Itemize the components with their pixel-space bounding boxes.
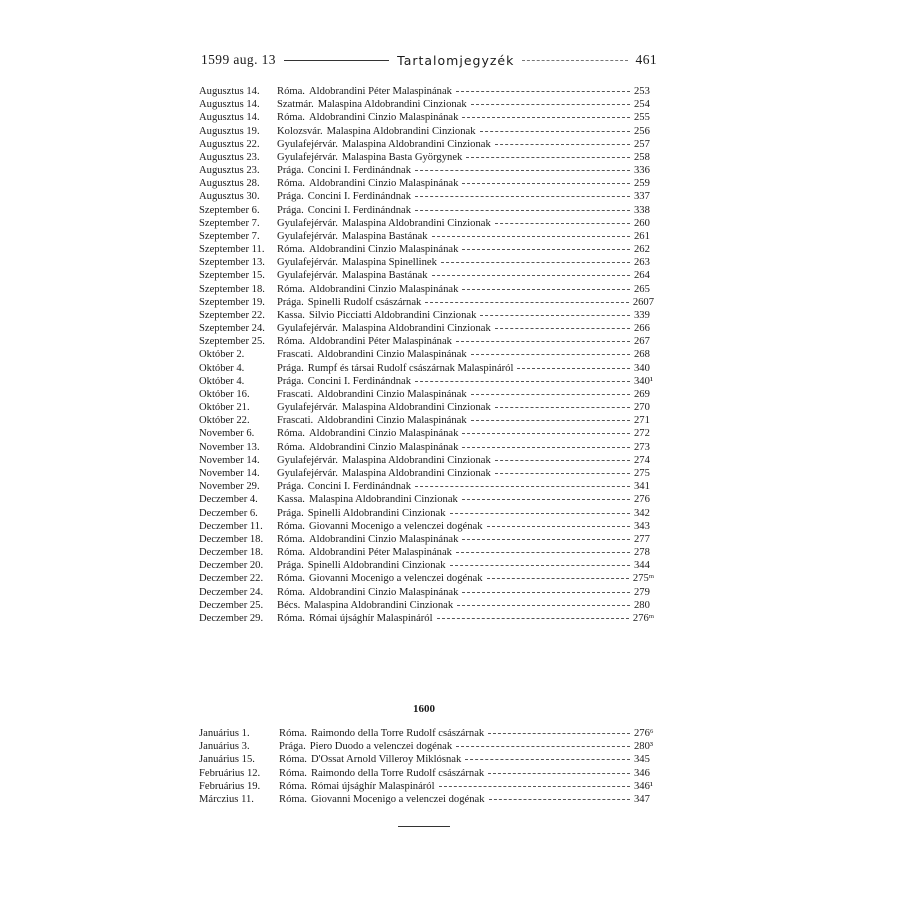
entry-text: Malaspina Bastának — [341, 230, 428, 242]
entry-text: Malaspina Aldobrandini Cinzionak — [308, 494, 458, 506]
toc-entry — [199, 322, 654, 335]
entry-page-number: 275 — [634, 467, 650, 479]
entry-date: November 13. — [199, 441, 260, 453]
entry-place: Prága. — [277, 191, 304, 203]
toc-entry — [199, 533, 654, 546]
entry-place: Prága. — [277, 362, 304, 374]
dotted-leader — [495, 144, 630, 145]
toc-entry — [199, 753, 654, 766]
entry-date: Szeptember 22. — [199, 309, 265, 321]
entry-date: Október 21. — [199, 402, 250, 414]
dotted-leader — [489, 799, 630, 800]
dotted-leader — [456, 91, 630, 92]
entry-page-number: 336 — [634, 165, 650, 177]
dotted-leader — [462, 592, 630, 593]
entry-page-number: 340 — [634, 362, 650, 374]
entry-page-number: 343 — [634, 520, 650, 532]
entry-text: Római újsághír Malaspináról — [310, 780, 435, 792]
entry-place: Róma. — [277, 586, 305, 598]
running-head-title: Tartalomjegyzék — [397, 52, 515, 68]
entry-page-number: 276⁶ — [634, 728, 654, 739]
entry-place: Róma. — [277, 520, 305, 532]
toc-entry — [199, 599, 654, 612]
toc-entry — [199, 98, 654, 111]
entry-place: Gyulafejérvár. — [277, 138, 338, 150]
dotted-leader — [488, 773, 630, 774]
entry-date: Szeptember 19. — [199, 296, 265, 308]
entry-date: Augusztus 14. — [199, 112, 260, 124]
entry-place: Bécs. — [277, 599, 301, 611]
dotted-leader — [457, 605, 630, 606]
entry-place: Róma. — [277, 428, 305, 440]
dotted-leader — [471, 354, 630, 355]
entry-text: Aldobrandini Cinzio Malaspinának — [308, 428, 459, 440]
entry-place: Gyulafejérvár. — [277, 230, 338, 242]
running-head — [201, 50, 657, 70]
end-rule — [398, 826, 450, 827]
entry-date: Deczember 11. — [199, 520, 263, 532]
entry-text: Aldobrandini Cinzio Malaspinának — [308, 533, 459, 545]
entry-page-number: 253 — [634, 86, 650, 97]
entry-text: Concini I. Ferdinándnak — [307, 204, 412, 216]
entry-place: Szatmár. — [277, 99, 314, 111]
dotted-leader — [462, 117, 630, 118]
entry-page-number: 337 — [634, 191, 650, 203]
entry-date: Deczember 6. — [199, 507, 258, 519]
running-head-date: 1599 aug. 13 — [201, 52, 276, 67]
year-heading: 1600 — [413, 703, 435, 715]
toc-entry — [199, 520, 654, 533]
dotted-leader — [495, 407, 630, 408]
toc-entry — [199, 727, 654, 740]
entry-date: Deczember 4. — [199, 494, 258, 506]
entry-place: Róma. — [277, 336, 305, 348]
dotted-leader — [415, 486, 630, 487]
entry-place: Prága. — [277, 204, 304, 216]
toc-entry — [199, 111, 654, 124]
entry-page-number: 260 — [634, 217, 650, 229]
dotted-leader — [439, 786, 630, 787]
entry-page-number: 345 — [634, 754, 650, 766]
entry-text: D'Ossat Arnold Villeroy Miklósnak — [310, 754, 462, 766]
entry-place: Róma. — [279, 728, 307, 739]
entry-place: Róma. — [277, 283, 305, 295]
entry-page-number: 2607 — [632, 296, 654, 308]
toc-entry — [199, 362, 654, 375]
dotted-leader — [437, 618, 629, 619]
entry-page-number: 346 — [634, 767, 650, 779]
dotted-leader — [462, 249, 630, 250]
toc-entry — [199, 480, 654, 493]
toc-entry — [199, 740, 654, 753]
entry-text: Aldobrandini Cinzio Malaspinának — [317, 415, 467, 427]
entry-text: Malaspina Aldobrandini Cinzionak — [326, 125, 476, 137]
dotted-leader — [465, 759, 630, 760]
toc-entry — [199, 348, 654, 361]
entry-date: Augusztus 22. — [199, 138, 260, 150]
entry-date: November 29. — [199, 481, 260, 493]
entry-page-number: 280³ — [634, 741, 654, 753]
entry-text: Malaspina Aldobrandini Cinzionak — [341, 323, 491, 335]
entry-page-number: 265 — [634, 283, 650, 295]
toc-entry — [199, 256, 654, 269]
entry-place: Róma. — [277, 112, 305, 124]
entry-place: Prága. — [277, 507, 304, 519]
entry-text: Római újsághír Malaspináról — [308, 612, 433, 624]
dotted-leader — [415, 170, 630, 171]
entry-place: Kolozsvár. — [277, 125, 323, 137]
entry-page-number: 262 — [634, 244, 650, 256]
toc-entry — [199, 335, 654, 348]
toc-entry — [199, 559, 654, 572]
entry-text: Rumpf és társai Rudolf császárnak Malaspináról — [307, 362, 514, 374]
toc-entry — [199, 269, 654, 282]
entry-date: Október 16. — [199, 388, 250, 400]
entry-page-number: 275ᵐ — [632, 573, 654, 585]
entry-date: Szeptember 7. — [199, 230, 260, 242]
entry-date: Augusztus 23. — [199, 165, 260, 177]
running-head-rule — [284, 60, 389, 61]
entry-date: Márczius 11. — [199, 793, 254, 805]
toc-entry — [199, 454, 654, 467]
entry-place: Prága. — [277, 375, 304, 387]
entry-place: Prága. — [279, 741, 306, 753]
entry-place: Prága. — [277, 560, 304, 572]
dotted-leader — [495, 460, 630, 461]
entry-page-number: 270 — [634, 402, 650, 414]
entry-text: Aldobrandini Cinzio Malaspinának — [308, 441, 459, 453]
entry-date: Augusztus 30. — [199, 191, 260, 203]
entry-text: Malaspina Aldobrandini Cinzionak — [317, 99, 467, 111]
entry-page-number: 259 — [634, 178, 650, 190]
toc-entry — [199, 780, 654, 793]
entry-text: Malaspina Spinellinek — [341, 257, 437, 269]
entry-text: Aldobrandini Cinzio Malaspinának — [308, 178, 459, 190]
toc-entry — [199, 151, 654, 164]
entry-place: Róma. — [279, 793, 307, 805]
toc-entry — [199, 217, 654, 230]
toc-entry — [199, 230, 654, 243]
dotted-leader — [471, 104, 630, 105]
toc-entry — [199, 164, 654, 177]
entry-date: Augusztus 19. — [199, 125, 260, 137]
entry-text: Aldobrandini Péter Malaspinának — [308, 336, 452, 348]
entry-page-number: 271 — [634, 415, 650, 427]
entry-page-number: 347 — [634, 793, 650, 805]
toc-entry — [199, 309, 654, 322]
entry-text: Malaspina Aldobrandini Cinzionak — [341, 454, 491, 466]
entry-place: Gyulafejérvár. — [277, 467, 338, 479]
dotted-leader — [415, 381, 630, 382]
dotted-leader — [462, 183, 630, 184]
entry-place: Róma. — [277, 533, 305, 545]
entry-place: Gyulafejérvár. — [277, 323, 338, 335]
entry-place: Gyulafejérvár. — [277, 270, 338, 282]
toc-entry — [199, 204, 654, 217]
dotted-leader — [495, 473, 630, 474]
entry-date: November 14. — [199, 467, 260, 479]
entry-text: Raimondo della Torre Rudolf császárnak — [310, 728, 485, 739]
entry-text: Aldobrandini Péter Malaspinának — [308, 547, 452, 559]
dotted-leader — [495, 328, 630, 329]
toc-entry — [199, 125, 654, 138]
toc-entry — [199, 177, 654, 190]
toc-entry — [199, 190, 654, 203]
dotted-leader — [462, 447, 630, 448]
entry-text: Aldobrandini Péter Malaspinának — [308, 86, 452, 97]
entry-page-number: 279 — [634, 586, 650, 598]
entry-date: Augusztus 28. — [199, 178, 260, 190]
entry-place: Róma. — [277, 573, 305, 585]
entry-date: Szeptember 18. — [199, 283, 265, 295]
toc-entry — [199, 441, 654, 454]
dotted-leader — [466, 157, 630, 158]
dotted-leader — [415, 210, 630, 211]
entry-page-number: 277 — [634, 533, 650, 545]
entry-page-number: 267 — [634, 336, 650, 348]
entry-text: Giovanni Mocenigo a velenczei dogénak — [310, 793, 485, 805]
entry-page-number: 264 — [634, 270, 650, 282]
entry-date: Szeptember 24. — [199, 323, 265, 335]
toc-entry — [199, 546, 654, 559]
entry-page-number: 278 — [634, 547, 650, 559]
entry-place: Róma. — [277, 547, 305, 559]
dotted-leader — [441, 262, 630, 263]
toc-list-1599 — [199, 85, 654, 625]
entry-text: Aldobrandini Cinzio Malaspinának — [317, 388, 467, 400]
toc-entry — [199, 296, 654, 309]
toc-entry — [199, 793, 654, 806]
dotted-leader — [456, 552, 630, 553]
entry-text: Piero Duodo a velenczei dogénak — [309, 741, 453, 753]
entry-text: Concini I. Ferdinándnak — [307, 191, 412, 203]
entry-text: Malaspina Bastának — [341, 270, 428, 282]
dotted-leader — [432, 275, 631, 276]
entry-place: Frascati. — [277, 388, 314, 400]
dotted-leader — [488, 733, 630, 734]
entry-page-number: 276 — [634, 494, 650, 506]
toc-entry — [199, 138, 654, 151]
entry-page-number: 274 — [634, 454, 650, 466]
toc-entry — [199, 586, 654, 599]
dotted-leader — [480, 131, 631, 132]
entry-place: Kassa. — [277, 309, 305, 321]
entry-date: Januárius 1. — [199, 728, 250, 739]
entry-date: Szeptember 13. — [199, 257, 265, 269]
entry-date: Szeptember 25. — [199, 336, 265, 348]
entry-date: November 6. — [199, 428, 255, 440]
entry-page-number: 276ᵐ — [632, 612, 654, 624]
dotted-leader — [432, 236, 631, 237]
toc-entry — [199, 401, 654, 414]
dotted-leader — [456, 746, 630, 747]
entry-page-number: 344 — [634, 560, 650, 572]
dotted-leader — [480, 315, 630, 316]
entry-page-number: 272 — [634, 428, 650, 440]
dotted-leader — [471, 394, 630, 395]
dotted-leader — [495, 223, 630, 224]
dotted-leader — [517, 368, 630, 369]
running-head-page-number: 461 — [635, 52, 657, 67]
dotted-leader — [462, 539, 630, 540]
entry-place: Róma. — [277, 178, 305, 190]
entry-text: Raimondo della Torre Rudolf császárnak — [310, 767, 485, 779]
entry-date: Januárius 15. — [199, 754, 255, 766]
entry-page-number: 257 — [634, 138, 650, 150]
entry-text: Malaspina Aldobrandini Cinzionak — [341, 402, 491, 414]
dotted-leader — [415, 196, 630, 197]
entry-place: Gyulafejérvár. — [277, 402, 338, 414]
dotted-leader — [471, 420, 630, 421]
entry-text: Concini I. Ferdinándnak — [307, 481, 412, 493]
entry-date: Deczember 20. — [199, 560, 264, 572]
dotted-leader — [487, 526, 630, 527]
entry-page-number: 268 — [634, 349, 650, 361]
entry-date: Februárius 12. — [199, 767, 261, 779]
toc-entry — [199, 507, 654, 520]
entry-text: Malaspina Aldobrandini Cinzionak — [304, 599, 454, 611]
entry-date: Szeptember 7. — [199, 217, 260, 229]
entry-date: Október 22. — [199, 415, 250, 427]
entry-text: Spinelli Aldobrandini Cinzionak — [307, 507, 446, 519]
entry-date: Deczember 25. — [199, 599, 264, 611]
entry-date: Januárius 3. — [199, 741, 250, 753]
entry-page-number: 263 — [634, 257, 650, 269]
entry-text: Malaspina Aldobrandini Cinzionak — [341, 217, 491, 229]
entry-page-number: 254 — [634, 99, 650, 111]
entry-page-number: 280 — [634, 599, 650, 611]
entry-date: Deczember 18. — [199, 533, 264, 545]
entry-date: Deczember 18. — [199, 547, 264, 559]
entry-page-number: 269 — [634, 388, 650, 400]
dotted-leader — [487, 578, 629, 579]
entry-text: Aldobrandini Cinzio Malaspinának — [308, 586, 459, 598]
entry-date: Februárius 19. — [199, 780, 261, 792]
entry-place: Róma. — [277, 441, 305, 453]
entry-page-number: 341 — [634, 481, 650, 493]
entry-date: Augusztus 23. — [199, 151, 260, 163]
dotted-leader — [462, 499, 630, 500]
entry-text: Concini I. Ferdinándnak — [307, 375, 412, 387]
entry-text: Aldobrandini Cinzio Malaspinának — [317, 349, 467, 361]
dotted-leader — [456, 341, 630, 342]
entry-date: Szeptember 11. — [199, 244, 265, 256]
entry-place: Róma. — [277, 612, 305, 624]
entry-page-number: 339 — [634, 309, 650, 321]
entry-page-number: 346¹ — [634, 780, 654, 792]
entry-place: Róma. — [277, 244, 305, 256]
entry-page-number: 255 — [634, 112, 650, 124]
entry-text: Malaspina Aldobrandini Cinzionak — [341, 138, 491, 150]
entry-text: Concini I. Ferdinándnak — [307, 165, 412, 177]
dotted-leader — [462, 433, 630, 434]
entry-place: Róma. — [279, 767, 307, 779]
entry-place: Frascati. — [277, 415, 314, 427]
entry-date: Deczember 29. — [199, 612, 264, 624]
entry-date: Augusztus 14. — [199, 99, 260, 111]
toc-entry — [199, 493, 654, 506]
entry-text: Giovanni Mocenigo a velenczei dogénak — [308, 573, 483, 585]
entry-place: Prága. — [277, 165, 304, 177]
entry-place: Gyulafejérvár. — [277, 257, 338, 269]
toc-entry — [199, 572, 654, 585]
entry-place: Prága. — [277, 481, 304, 493]
entry-place: Róma. — [279, 780, 307, 792]
entry-page-number: 273 — [634, 441, 650, 453]
toc-list-1600 — [199, 727, 654, 806]
entry-page-number: 338 — [634, 204, 650, 216]
entry-text: Aldobrandini Cinzio Malaspinának — [308, 112, 459, 124]
toc-entry — [199, 243, 654, 256]
toc-entry — [199, 283, 654, 296]
entry-place: Róma. — [279, 754, 307, 766]
entry-date: Szeptember 6. — [199, 204, 260, 216]
running-head-rule-dashed — [522, 60, 627, 61]
entry-place: Gyulafejérvár. — [277, 217, 338, 229]
toc-entry — [199, 388, 654, 401]
entry-place: Róma. — [277, 86, 305, 97]
entry-text: Silvio Picciatti Aldobrandini Cinzionak — [308, 309, 477, 321]
entry-place: Frascati. — [277, 349, 314, 361]
entry-text: Spinelli Aldobrandini Cinzionak — [307, 560, 446, 572]
toc-entry — [199, 767, 654, 780]
toc-entry — [199, 85, 654, 98]
toc-entry — [199, 414, 654, 427]
entry-place: Kassa. — [277, 494, 305, 506]
entry-text: Malaspina Basta Györgynek — [341, 151, 463, 163]
entry-page-number: 258 — [634, 151, 650, 163]
entry-date: November 14. — [199, 454, 260, 466]
entry-place: Gyulafejérvár. — [277, 151, 338, 163]
toc-entry — [199, 375, 654, 388]
entry-place: Prága. — [277, 296, 304, 308]
entry-date: Október 2. — [199, 349, 245, 361]
dotted-leader — [450, 565, 631, 566]
entry-page-number: 256 — [634, 125, 650, 137]
entry-date: Október 4. — [199, 362, 245, 374]
entry-date: Szeptember 15. — [199, 270, 265, 282]
entry-text: Aldobrandini Cinzio Malaspinának — [308, 244, 459, 256]
entry-text: Giovanni Mocenigo a velenczei dogénak — [308, 520, 483, 532]
entry-date: Október 4. — [199, 375, 245, 387]
entry-place: Gyulafejérvár. — [277, 454, 338, 466]
entry-page-number: 266 — [634, 323, 650, 335]
entry-page-number: 340¹ — [634, 375, 654, 387]
entry-page-number: 261 — [634, 230, 650, 242]
entry-date: Deczember 24. — [199, 586, 264, 598]
toc-entry — [199, 427, 654, 440]
toc-entry — [199, 467, 654, 480]
dotted-leader — [425, 302, 628, 303]
entry-text: Malaspina Aldobrandini Cinzionak — [341, 467, 491, 479]
entry-text: Aldobrandini Cinzio Malaspinának — [308, 283, 459, 295]
entry-date: Augusztus 14. — [199, 86, 260, 97]
entry-page-number: 342 — [634, 507, 650, 519]
dotted-leader — [450, 513, 631, 514]
toc-entry — [199, 612, 654, 625]
entry-text: Spinelli Rudolf császárnak — [307, 296, 422, 308]
dotted-leader — [462, 289, 630, 290]
entry-date: Deczember 22. — [199, 573, 264, 585]
